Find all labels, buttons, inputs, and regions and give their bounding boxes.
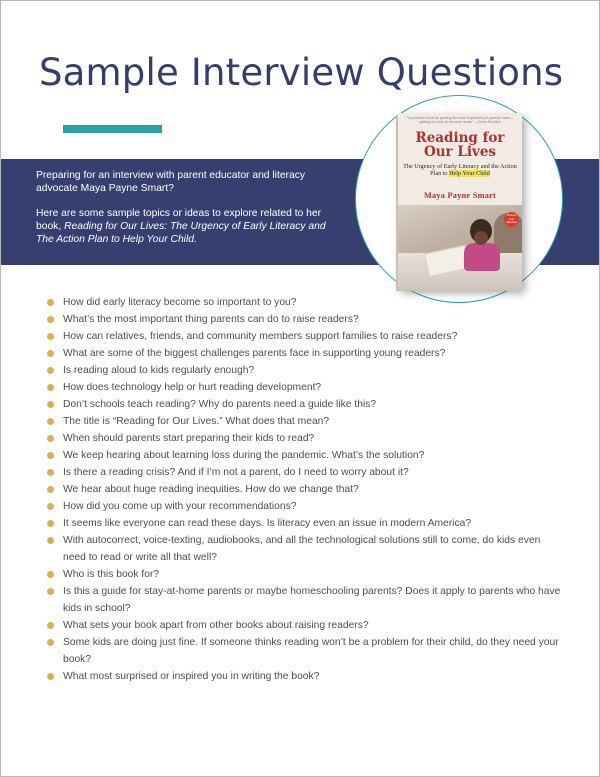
bullet-dot-icon — [47, 384, 54, 391]
bullet-dot-icon — [47, 299, 54, 306]
bullet-dot-icon — [47, 503, 54, 510]
intro-paragraph-2 — [36, 207, 336, 246]
bullet-dot-icon — [47, 486, 54, 493]
question-text: Is reading aloud to kids regularly enough? — [63, 365, 255, 376]
question-item — [47, 294, 562, 311]
bullet-dot-icon — [47, 673, 54, 680]
bullet-dot-icon — [47, 435, 54, 442]
question-item — [47, 634, 562, 668]
bullet-dot-icon — [47, 571, 54, 578]
bullet-dot-icon — [47, 588, 54, 595]
bullet-dot-icon — [47, 367, 54, 374]
question-item — [47, 566, 562, 583]
bullet-dot-icon — [47, 418, 54, 425]
question-item — [47, 328, 562, 345]
question-item — [47, 464, 562, 481]
bullet-dot-icon — [47, 469, 54, 476]
question-text: We keep hearing about learning loss during the pandemic. What’s the solution? — [63, 450, 425, 461]
question-text: What most surprised or inspired you in writing the book? — [63, 671, 320, 682]
question-text: Don’t schools teach reading? Why do parents need a guide like this? — [63, 399, 377, 410]
question-text: How did early literacy become so important to you? — [63, 297, 297, 308]
book-cover-blurb: "A powerful book for guiding the most important job parents have—getting our kids to become ready." —Dana Suskind — [406, 116, 514, 124]
question-text: Is there a reading crisis? And if I’m not a parent, do I need to worry about it? — [63, 467, 409, 478]
question-item — [47, 345, 562, 362]
question-text: When should parents start preparing their kids to read? — [63, 433, 315, 444]
question-text: Who is this book for? — [63, 569, 160, 580]
bullet-dot-icon — [47, 452, 54, 459]
page-title: Sample Interview Questions — [39, 51, 564, 94]
question-item — [47, 532, 562, 566]
question-text: What are some of the biggest challenges parents face in supporting young readers? — [63, 348, 446, 359]
question-text: How did you come up with your recommendations? — [63, 501, 297, 512]
intro-text — [36, 169, 336, 258]
bullet-dot-icon — [47, 350, 54, 357]
question-text: Some kids are doing just fine. If someone thinks reading won’t be a problem for their child, do they need your book? — [63, 637, 559, 665]
question-item — [47, 362, 562, 379]
question-item — [47, 430, 562, 447]
book-cover-author: Maya Payne Smart — [423, 191, 497, 200]
photo-child-shirt — [464, 243, 500, 271]
book-cover-subtitle-lead: The Urgency of Early Literacy and the Action Plan to — [403, 163, 517, 177]
question-item — [47, 481, 562, 498]
book-cover-sticker: Proven and effective — [504, 212, 519, 227]
question-text: How can relatives, friends, and community members support families to raise readers? — [63, 331, 458, 342]
bullet-dot-icon — [47, 401, 54, 408]
question-text: How does technology help or hurt reading development? — [63, 382, 322, 393]
question-item — [47, 515, 562, 532]
question-text: What sets your book apart from other books about raising readers? — [63, 620, 369, 631]
question-item — [47, 498, 562, 515]
bullet-dot-icon — [47, 639, 54, 646]
question-text: It seems like everyone can read these days. Is literacy even an issue in modern America? — [63, 518, 472, 529]
book-cover-subtitle — [402, 163, 518, 177]
question-item — [47, 413, 562, 430]
book-cover-title: Reading for Our Lives — [415, 130, 505, 160]
question-item — [47, 396, 562, 413]
photo-child-face — [474, 231, 488, 245]
book-cover-subtitle-highlight: Help Your Child — [449, 170, 490, 177]
intro-paragraph-1: Preparing for an interview with parent educator and literacy advocate Maya Payne Smart? — [36, 170, 306, 194]
book-cover-image — [398, 113, 522, 289]
question-item — [47, 583, 562, 617]
question-text: We hear about huge reading inequities. How do we change that? — [63, 484, 359, 495]
question-text: Is this a guide for stay-at-home parents or maybe homeschooling parents? Does it apply to parents who have kids in school? — [63, 586, 561, 614]
question-text: With autocorrect, voice-texting, audiobooks, and all the technological solutions still to come, do kids even need to read or write all that well? — [63, 535, 541, 563]
question-item — [47, 617, 562, 634]
intro-paragraph-2-lead: Here are some sample topics or ideas to explore related to her book, — [36, 208, 322, 232]
question-item — [47, 447, 562, 464]
intro-book-title: Reading for Our Lives: The Urgency of Early Literacy and The Action Plan to Help Your Child. — [36, 221, 326, 245]
questions-list — [47, 294, 562, 685]
bullet-dot-icon — [47, 333, 54, 340]
bullet-dot-icon — [47, 622, 54, 629]
question-item — [47, 379, 562, 396]
question-item — [47, 311, 562, 328]
question-text: What’s the most important thing parents can do to raise readers? — [63, 314, 359, 325]
bullet-dot-icon — [47, 537, 54, 544]
bullet-dot-icon — [47, 520, 54, 527]
question-item — [47, 668, 562, 685]
bullet-dot-icon — [47, 316, 54, 323]
title-underline-rule — [63, 125, 162, 133]
question-text: The title is “Reading for Our Lives.” What does that mean? — [63, 416, 330, 427]
